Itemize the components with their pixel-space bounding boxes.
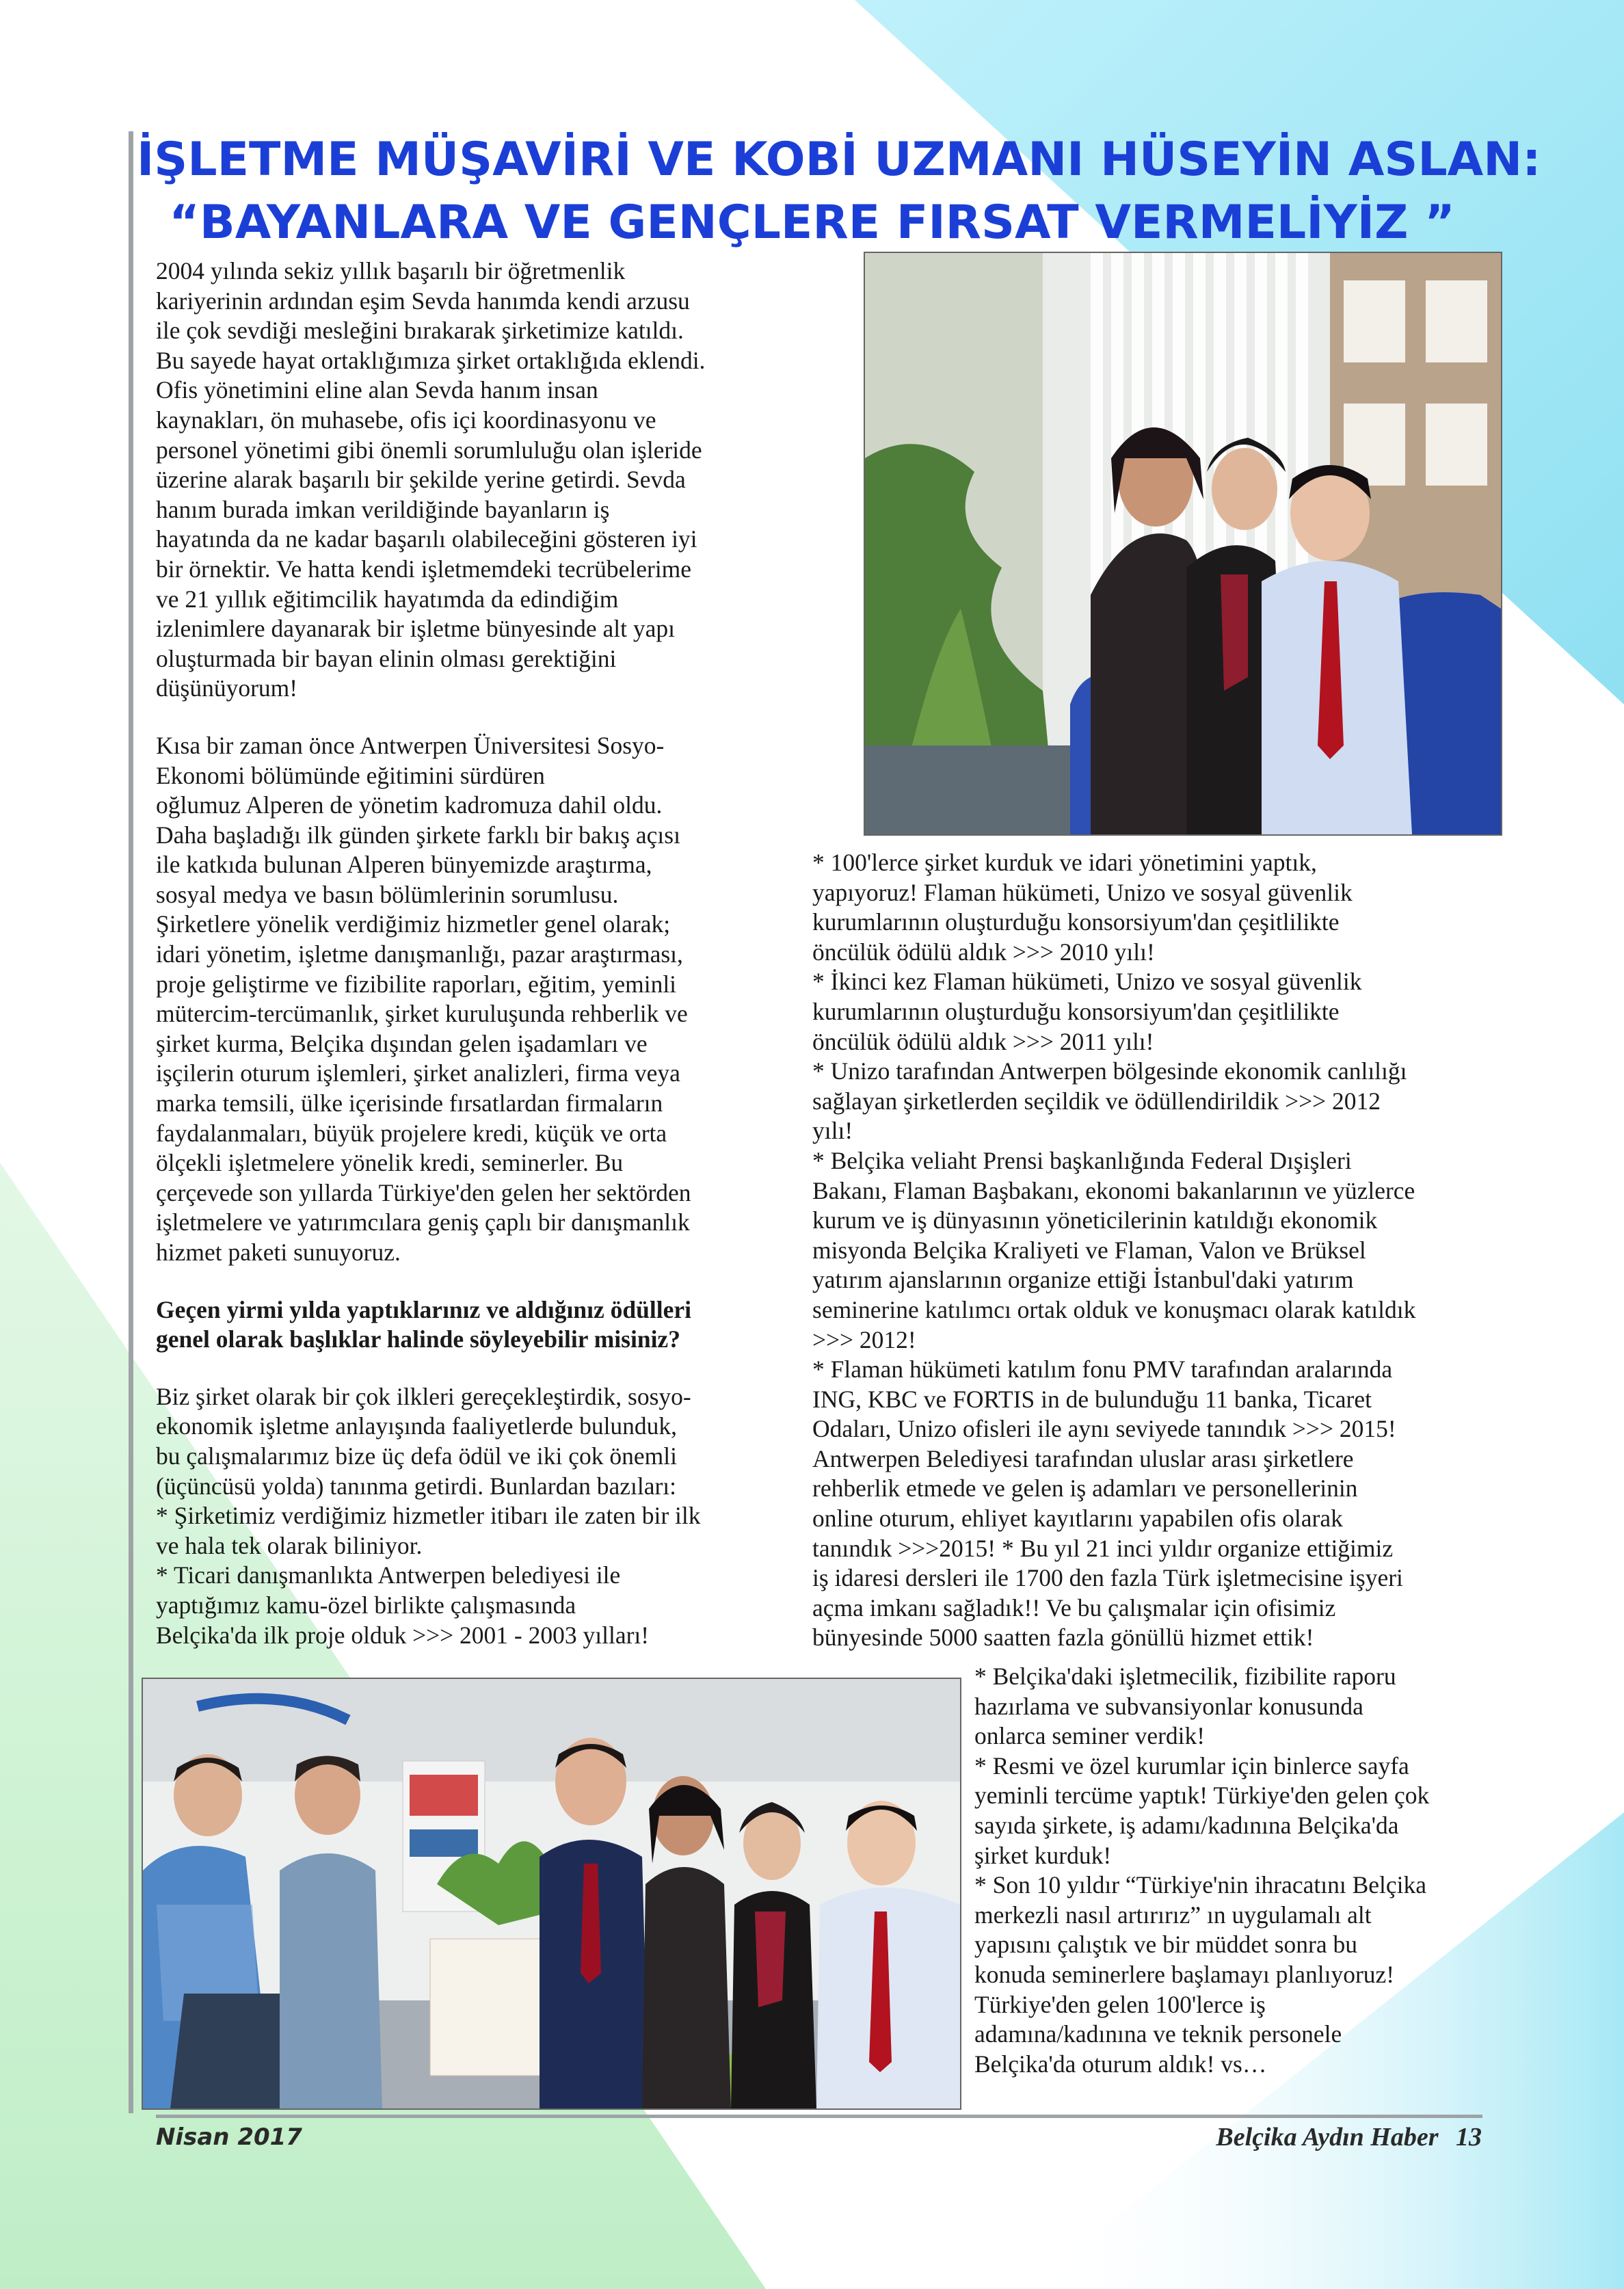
right-column-lower-line: Belçika'da oturum aldık! vs…	[974, 2050, 1267, 2078]
article-title	[137, 129, 1541, 254]
left-column-line: ile katkıda bulunan Alperen bünyemizde araştırma,	[156, 851, 652, 879]
right-column-line: kurumlarının oluşturduğu konsorsiyum'dan çeşitlilikte	[812, 997, 1340, 1025]
title-line-2: “BAYANLARA VE GENÇLERE FIRSAT VERMELİYİZ ”	[169, 196, 1455, 250]
right-column-line: online oturum, ehliyet kayıtlarını yapabilen ofis olarak	[812, 1505, 1343, 1533]
left-column-line: hayatında da ne kadar başarılı olabileceğini gösteren iyi	[156, 525, 697, 553]
right-lower-text-column	[974, 1662, 1501, 2079]
left-column-line: kaynakları, ön muhasebe, ofis içi koordinasyonu ve	[156, 406, 656, 434]
right-column-line: tanındık >>>2015! * Bu yıl 21 inci yıldır organize ettiğimiz	[812, 1534, 1394, 1562]
right-column-lower-line: yapısını çalıştık ve bir müddet sonra bu	[974, 1931, 1358, 1959]
left-column-line: oğlumuz Alperen de yönetim kadromuza dahil oldu.	[156, 791, 663, 819]
left-column-after-line: * Ticari danışmanlıkta Antwerpen belediyesi ile	[156, 1561, 621, 1589]
left-column-line: ölçekli işletmelere yönelik kredi, seminerler. Bu	[156, 1149, 624, 1177]
left-column-line	[156, 704, 778, 731]
left-column-after-line: Biz şirket olarak bir çok ilkleri gereçekleştirdik, sosyo-	[156, 1382, 691, 1410]
left-column-after-line: ve hala tek olarak biliniyor.	[156, 1531, 423, 1559]
right-column-line: rehberlik etmede ve gelen iş adamları ve personellerinin	[812, 1474, 1358, 1503]
right-text-column	[812, 848, 1496, 1653]
left-column-line: bir örnektir. Ve hatta kendi işletmemdeki tecrübelerime	[156, 555, 692, 583]
left-column-after-line: * Şirketimiz verdiğimiz hizmetler itibarı ile zaten bir ilk	[156, 1502, 701, 1530]
left-column-line: Bu sayede hayat ortaklığımıza şirket ortaklığıda eklendi.	[156, 346, 706, 374]
footer-rule	[156, 2115, 1482, 2118]
left-column-line: hanım burada imkan verildiğinde bayanların iş	[156, 495, 610, 523]
question-line: genel olarak başlıklar halinde söyleyebilir misiniz?	[156, 1325, 680, 1353]
left-column-line: Ofis yönetimini eline alan Sevda hanım insan	[156, 376, 598, 404]
left-column-line: kariyerinin ardından eşim Sevda hanımda kendi arzusu	[156, 287, 690, 315]
left-column-line: üzerine alarak başarılı bir şekilde yerine getirdi. Sevda	[156, 466, 686, 494]
left-column-line: Ekonomi bölümünde eğitimini sürdüren	[156, 761, 545, 789]
right-column-line: kurum ve iş dünyasının yöneticilerinin katıldığı ekonomik	[812, 1206, 1378, 1234]
left-column-line: Kısa bir zaman önce Antwerpen Üniversitesi Sosyo-	[156, 731, 665, 759]
right-column-line: * İkinci kez Flaman hükümeti, Unizo ve sosyal güvenlik	[812, 968, 1362, 996]
right-column-lower-line: hazırlama ve subvansiyonlar konusunda	[974, 1692, 1363, 1720]
left-vertical-rule	[129, 131, 133, 2113]
right-column-line: Odaları, Unizo ofisleri ile aynı seviyede tanındık >>> 2015!	[812, 1415, 1396, 1443]
right-column-line: öncülük ödülü aldık >>> 2010 yılı!	[812, 938, 1155, 966]
title-line-1: İŞLETME MÜŞAVİRİ VE KOBİ UZMANI HÜSEYİN ASLAN:	[137, 133, 1541, 187]
right-column-line: açma imkanı sağladık!! Ve bu çalışmalar için ofisimiz	[812, 1593, 1336, 1622]
right-column-line: öncülük ödülü aldık >>> 2011 yılı!	[812, 1027, 1154, 1055]
left-column-line: 2004 yılında sekiz yıllık başarılı bir öğretmenlik	[156, 257, 626, 285]
left-column-line: marka temsili, ülke içerisinde fırsatlardan firmaların	[156, 1089, 663, 1117]
issue-date: Nisan 2017	[156, 2123, 302, 2151]
right-column-line: yapıyoruz! Flaman hükümeti, Unizo ve sosyal güvenlik	[812, 878, 1353, 906]
right-column-line: yılı!	[812, 1117, 853, 1145]
right-column-line: * Flaman hükümeti katılım fonu PMV tarafından aralarında	[812, 1355, 1393, 1384]
left-column-after-line: Belçika'da ilk proje olduk >>> 2001 - 2003 yılları!	[156, 1621, 650, 1649]
left-column-line: işçilerin oturum işlemleri, şirket analizleri, firma veya	[156, 1059, 680, 1087]
left-column-line: idari yönetim, işletme danışmanlığı, pazar araştırması,	[156, 940, 683, 968]
team-meeting-photo	[142, 1678, 961, 2110]
right-column-lower-line: onlarca seminer verdik!	[974, 1722, 1206, 1750]
family-photo	[864, 252, 1502, 836]
right-column-line: seminerine katılımcı ortak olduk ve konuşmacı olarak katıldık	[812, 1295, 1416, 1323]
right-column-lower-line: * Resmi ve özel kurumlar için binlerce sayfa	[974, 1751, 1409, 1779]
left-column-line: izlenimlere dayanarak bir işletme bünyesinde alt yapı	[156, 615, 676, 643]
left-column-line: ile çok sevdiği mesleğini bırakarak şirketimize katıldı.	[156, 317, 684, 345]
right-column-line: ING, KBC ve FORTIS in de bulunduğu 11 banka, Ticaret	[812, 1385, 1372, 1413]
left-column-line: oluşturmada bir bayan elinin olması gerektiğini	[156, 644, 617, 672]
left-column-line: Şirketlere yönelik verdiğimiz hizmetler genel olarak;	[156, 910, 671, 938]
right-column-lower-line: sayıda şirkete, iş adamı/kadınına Belçika'da	[974, 1811, 1399, 1839]
publication-name: Belçika Aydın Haber	[1216, 2123, 1439, 2152]
right-column-lower-line: Türkiye'den gelen 100'lerce iş	[974, 1990, 1266, 2018]
left-column-line: proje geliştirme ve fizibilite raporları, eğitim, yeminli	[156, 970, 677, 998]
right-column-lower-line: şirket kurduk!	[974, 1841, 1112, 1869]
left-column-after-line: (üçüncüsü yolda) tanınma getirdi. Bunlardan bazıları:	[156, 1472, 677, 1500]
left-column-line: çerçevede son yıllarda Türkiye'den gelen her sektörden	[156, 1178, 691, 1206]
left-column-line: işletmelere ve yatırımcılara geniş çaplı bir danışmanlık	[156, 1208, 690, 1236]
left-text-column	[156, 256, 778, 1650]
right-column-line: Bakanı, Flaman Başbakanı, ekonomi bakanlarının ve yüzlerce	[812, 1176, 1415, 1204]
right-column-lower-line: * Belçika'daki işletmecilik, fizibilite raporu	[974, 1663, 1396, 1690]
right-column-lower-line: adamına/kadınına ve teknik personele	[974, 2020, 1342, 2048]
publication-footer	[1216, 2122, 1482, 2152]
left-column-after-line: ekonomik işletme anlayışında faaliyetlerde bulunduk,	[156, 1412, 678, 1440]
right-column-line: >>> 2012!	[812, 1325, 916, 1353]
right-column-line: sağlayan şirketlerden seçildik ve ödüllendirildik >>> 2012	[812, 1087, 1381, 1115]
right-column-line: bünyesinde 5000 saatten fazla gönüllü hizmet ettik!	[812, 1624, 1314, 1652]
page-number: 13	[1456, 2123, 1482, 2152]
left-column-line: ve 21 yıllık eğitimcilik hayatımda da edindiğim	[156, 585, 619, 613]
left-column-after-line: bu çalışmalarımız bize üç defa ödül ve iki çok önemli	[156, 1442, 678, 1470]
left-column-line: Daha başladığı ilk günden şirkete farklı bir bakış açısı	[156, 821, 680, 849]
right-column-lower-line: * Son 10 yıldır “Türkiye'nin ihracatını Belçika	[974, 1871, 1427, 1899]
right-column-line: iş idaresi dersleri ile 1700 den fazla Türk işletmecisine işyeri	[812, 1564, 1403, 1592]
right-column-lower-line: merkezli nasıl artırırız” ın uygulamalı alt	[974, 1901, 1372, 1929]
right-column-lower-line: konuda seminerlere başlamayı planlıyoruz!	[974, 1960, 1395, 1988]
left-column-line: düşünüyorum!	[156, 674, 298, 702]
right-column-line: * Unizo tarafından Antwerpen bölgesinde ekonomik canlılığı	[812, 1057, 1407, 1085]
left-column-line: hizmet paketi sunuyoruz.	[156, 1239, 401, 1266]
left-column-after-line	[156, 1355, 778, 1382]
left-column-line	[156, 1268, 778, 1295]
left-column-line: sosyal medya ve basın bölümlerinin sorumlusu.	[156, 880, 619, 908]
left-column-line: personel yönetimi gibi önemli sorumluluğu olan işleride	[156, 436, 702, 464]
right-column-line: kurumlarının oluşturduğu konsorsiyum'dan çeşitlilikte	[812, 908, 1340, 936]
right-column-line: yatırım ajanslarının organize ettiği İstanbul'daki yatırım	[812, 1266, 1354, 1294]
left-column-line: şirket kurma, Belçika dışından gelen işadamları ve	[156, 1029, 648, 1057]
left-column-line: mütercim-tercümanlık, şirket kuruluşunda rehberlik ve	[156, 1000, 688, 1028]
right-column-line: * 100'lerce şirket kurduk ve idari yönetimini yaptık,	[812, 849, 1317, 876]
question-line: Geçen yirmi yılda yaptıklarınız ve aldığınız ödülleri	[156, 1295, 691, 1323]
left-column-line: faydalanmaları, büyük projelere kredi, küçük ve orta	[156, 1119, 667, 1147]
right-column-lower-line: yeminli tercüme yaptık! Türkiye'den gelen çok	[974, 1782, 1430, 1810]
right-column-line: misyonda Belçika Kraliyeti ve Flaman, Valon ve Brüksel	[812, 1236, 1366, 1264]
right-column-line: * Belçika veliaht Prensi başkanlığında Federal Dışişleri	[812, 1146, 1352, 1174]
right-column-line: Antwerpen Belediyesi tarafından uluslar arası şirketlere	[812, 1444, 1354, 1472]
left-column-after-line: yaptığımız kamu-özel birlikte çalışmasında	[156, 1591, 576, 1619]
